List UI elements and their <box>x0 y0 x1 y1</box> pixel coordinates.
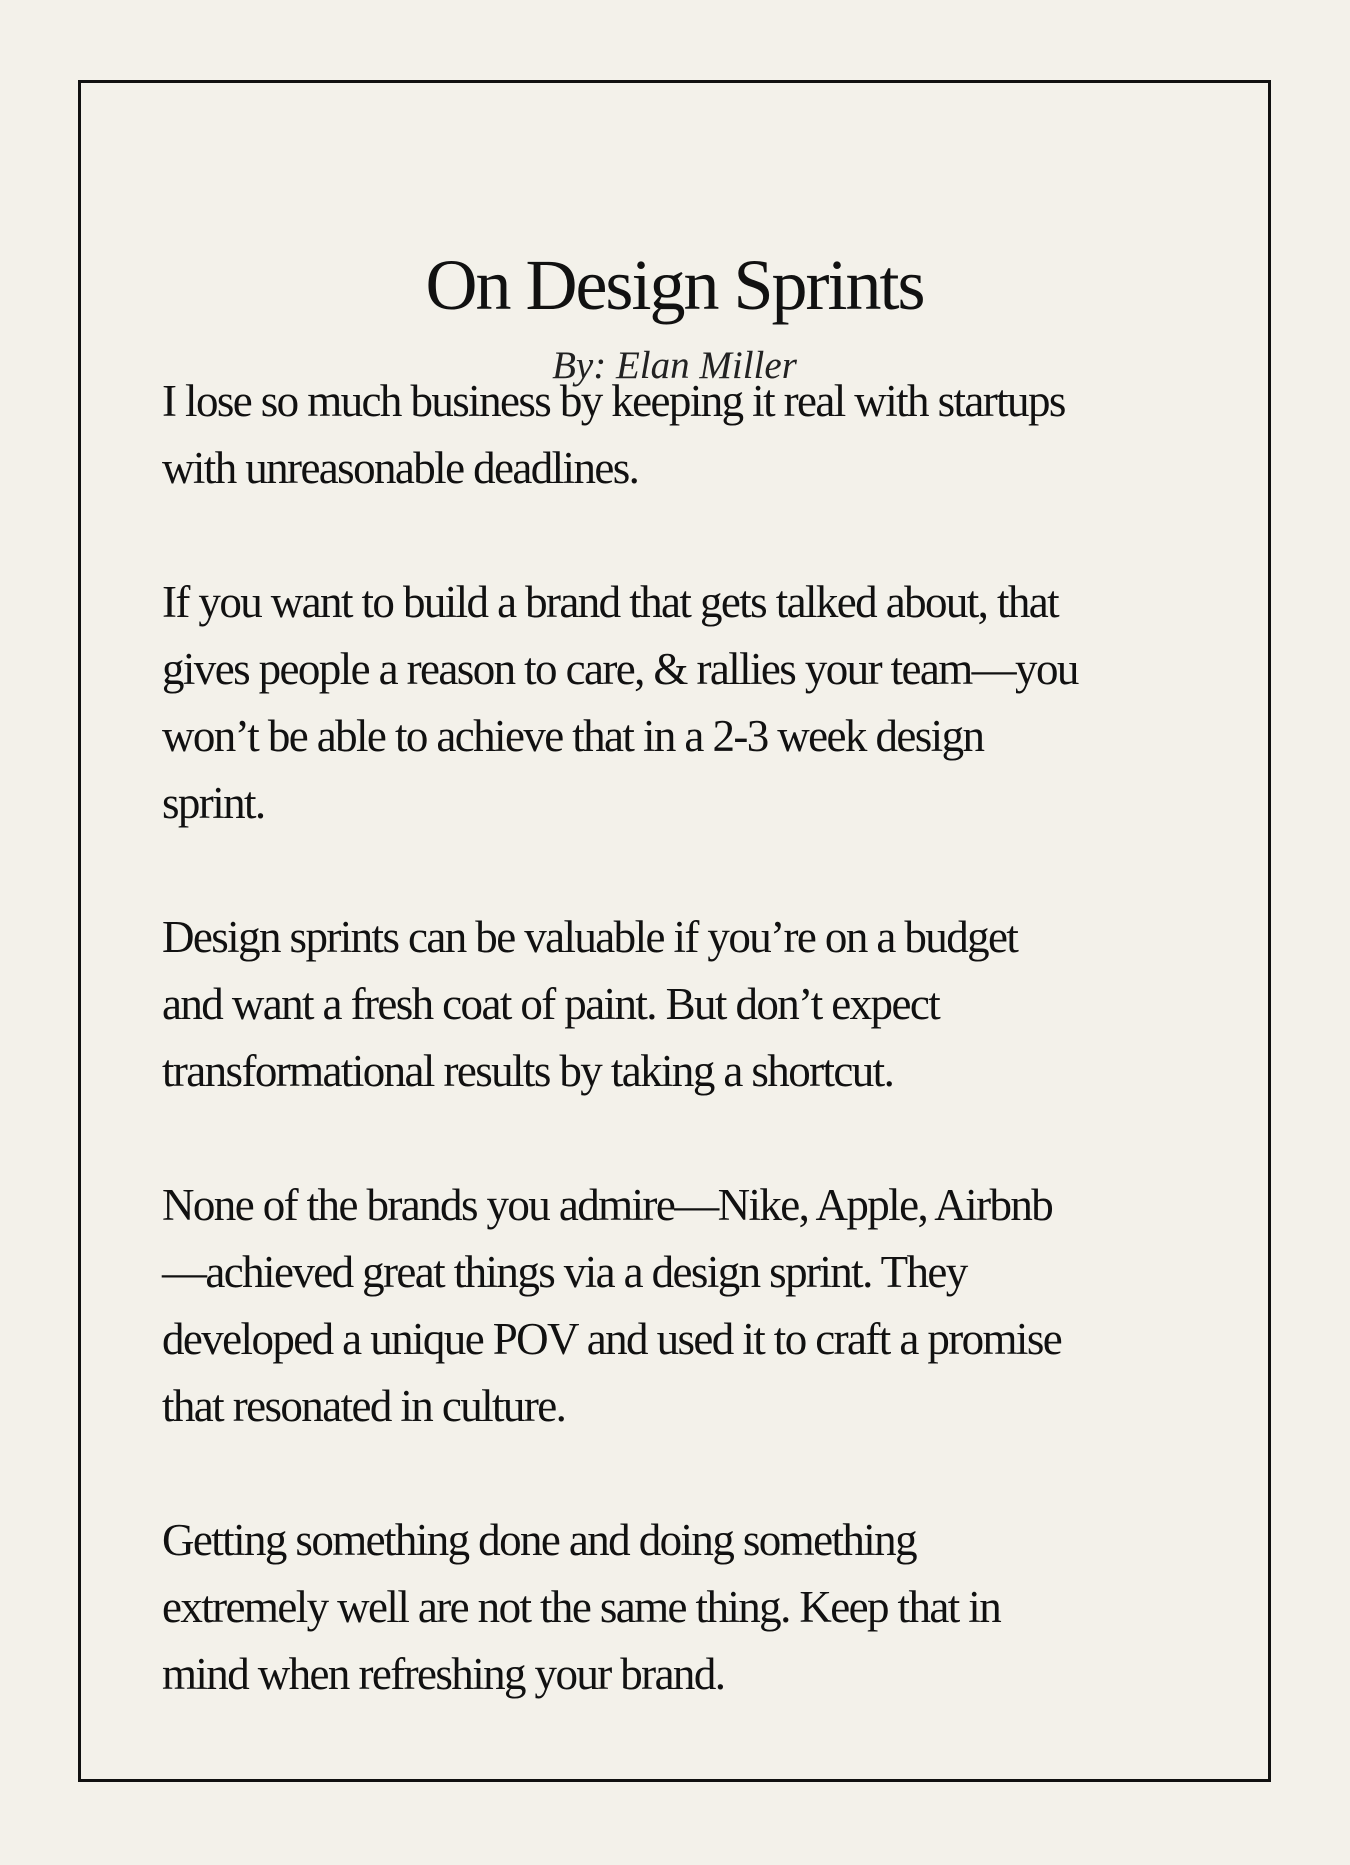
paragraph-line: transformational results by taking a shortcut. <box>162 1046 894 1096</box>
paragraph-1 <box>162 368 1242 502</box>
paragraph-line: If you want to build a brand that gets talked about, that <box>162 577 1059 627</box>
paragraph-line: extremely well are not the same thing. Keep that in <box>162 1582 1001 1632</box>
paragraph-line: I lose so much business by keeping it real with startups <box>162 376 1065 426</box>
author-byline: By: Elan Miller <box>552 344 797 387</box>
paragraph-4 <box>162 1172 1242 1440</box>
paragraph-line: won’t be able to achieve that in a 2-3 week design <box>162 711 984 761</box>
paragraph-line: with unreasonable deadlines. <box>162 443 639 493</box>
paragraph-line: None of the brands you admire—Nike, Apple, Airbnb <box>162 1180 1053 1230</box>
paragraph-line: that resonated in culture. <box>162 1381 566 1431</box>
post-body <box>162 368 1242 1775</box>
paragraph-5 <box>162 1507 1242 1708</box>
paragraph-line: sprint. <box>162 778 265 828</box>
paragraph-line: —achieved great things via a design sprint. They <box>162 1247 967 1297</box>
paragraph-line: gives people a reason to care, & rallies your team—you <box>162 644 1078 694</box>
paragraph-line: mind when refreshing your brand. <box>162 1649 725 1699</box>
post-title: On Design Sprints <box>425 245 924 325</box>
paragraph-line: and want a fresh coat of paint. But don’t expect <box>162 979 940 1029</box>
paragraph-2 <box>162 569 1242 837</box>
paragraph-line: Getting something done and doing something <box>162 1515 916 1565</box>
paragraph-line: developed a unique POV and used it to craft a promise <box>162 1314 1062 1364</box>
paragraph-line: Design sprints can be valuable if you’re on a budget <box>162 912 1018 962</box>
paragraph-3 <box>162 904 1242 1105</box>
